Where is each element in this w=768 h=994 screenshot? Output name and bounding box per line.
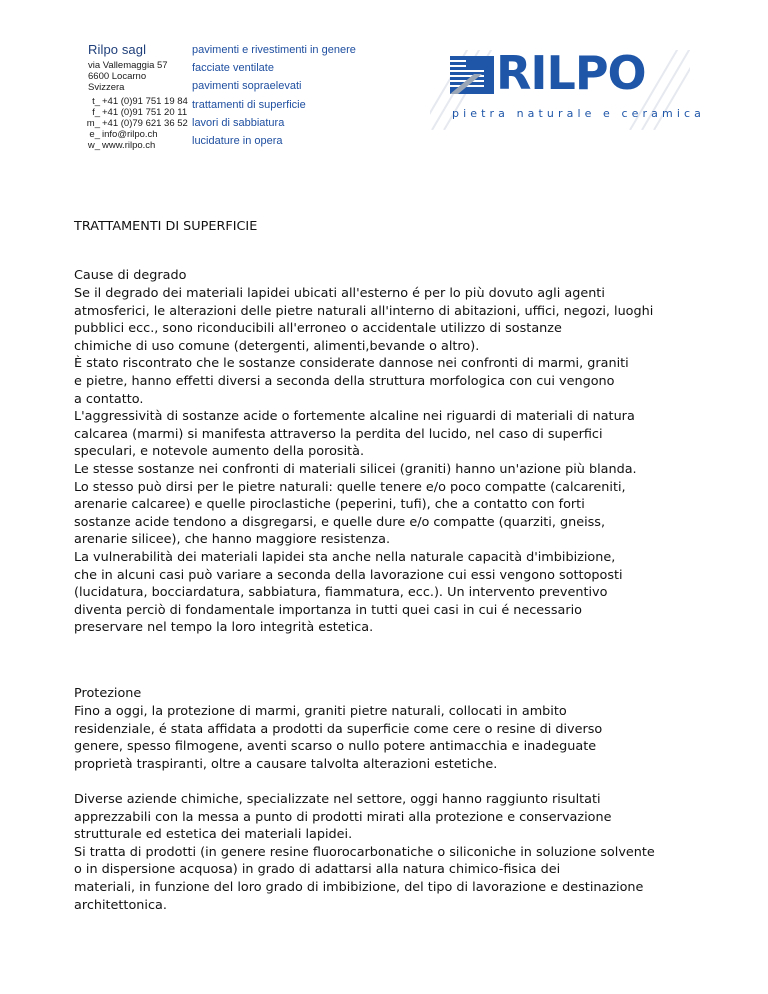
contact-label: t_ [92,96,100,107]
text-line: L'aggressività di sostanze acide o fortemente alcaline nei riguardi di materiali di natura [74,409,635,425]
text-line: apprezzabili con la messa a punto di prodotti mirati alla protezione e conservazione [74,809,612,825]
services-list [192,44,356,153]
contact-label: e_ [89,129,100,140]
text-line: strutturale ed estetica dei materiali lapidei. [74,827,353,843]
text-line: preservare nel tempo la loro integrità estetica. [74,620,374,636]
text-line: o in dispersione acquosa) in grado di adattarsi alla natura chimico-fisica dei [74,862,561,878]
service-item: pavimenti e rivestimenti in genere [192,44,356,56]
contact-row [86,140,188,151]
contact-row [86,118,188,129]
address-line: Svizzera [88,82,125,93]
text-line: che in alcuni casi può variare a seconda della lavorazione cui essi vengono sottoposti [74,567,623,583]
section-heading: Protezione [74,686,142,701]
contact-row [86,129,188,140]
contact-list [86,96,188,151]
text-line: e pietre, hanno effetti diversi a seconda della struttura morfologica con cui vengono [74,373,615,389]
text-line: (lucidatura, bocciardatura, sabbiatura, fiammatura, ecc.). Un intervento preventivo [74,585,608,601]
company-block [88,42,168,93]
section-paragraph [74,285,694,637]
text-line: genere, spesso filmogene, aventi scarso o nullo potere antimacchia e inadeguate [74,739,597,755]
website-address: www.rilpo.ch [102,140,156,151]
document-title: TRATTAMENTI DI SUPERFICIE [74,219,258,234]
text-line: Lo stesso può dirsi per le pietre naturali: quelle tenere e/o poco compatte (calcareniti, [74,479,626,495]
text-line: arenarie calcaree) e quelle piroclastiche (peperini, tufi), che a contatto con forti [74,497,585,513]
contact-label: f_ [92,107,100,118]
company-logo [430,46,705,130]
service-item: trattamenti di superficie [192,98,306,111]
text-line: chimiche di uso comune (detergenti, alimenti,bevande o altro). [74,338,480,354]
text-line: diventa perciò di fondamentale importanza in tutti quei casi in cui é necessario [74,602,582,618]
section-heading: Cause di degrado [74,268,187,283]
text-line: speculari, e notevole aumento della porosità. [74,444,365,460]
service-item: lavori di sabbiatura [192,116,285,129]
text-line: materiali, in funzione del loro grado di imbibizione, del tipo di lavorazione e destinazione [74,879,644,895]
text-line: La vulnerabilità dei materiali lapidei sta anche nella naturale capacità d'imbibizione, [74,549,616,565]
text-line: Fino a oggi, la protezione di marmi, graniti pietre naturali, collocati in ambito [74,704,567,719]
address-line: via Vallemaggia 57 [88,60,168,71]
section-paragraph [74,703,694,773]
text-line: pubblici ecc., sono riconducibili all'erroneo o accidentale utilizzo di sostanze [74,321,562,337]
text-line: a contatto. [74,391,144,407]
text-line: architettonica. [74,897,167,913]
mobile-number: +41 (0)79 621 36 52 [102,118,188,129]
service-item: pavimenti sopraelevati [192,80,302,93]
text-line: sostanze acide tendono a disgregarsi, e quelle dure e/o compatte (quarziti, gneiss, [74,514,606,530]
contact-row [86,107,188,118]
contact-row [86,96,188,107]
text-line: Si tratta di prodotti (in genere resine fluorocarbonatiche o siliconiche in soluzione solvente [74,844,655,860]
email-address: info@rilpo.ch [102,129,158,140]
address-line: 6600 Locarno [88,71,147,82]
fax-number: +41 (0)91 751 20 11 [102,107,188,118]
company-name: Rilpo sagl [88,42,147,57]
logo-wordmark: RILPO [496,46,646,100]
contact-label: w_ [87,140,100,151]
logo-tagline: pietra naturale e ceramica [452,107,705,120]
text-line: Se il degrado dei materiali lapidei ubicati all'esterno é per lo più dovuto agli agenti [74,286,605,301]
text-line: atmosferici, le alterazioni delle pietre naturali all'interno di abitazioni, uffici, negozi, luoghi [74,303,654,319]
text-line: arenarie silicee), che hanno maggiore resistenza. [74,532,391,548]
text-line: calcarea (marmi) si manifesta attraverso la perdita del lucido, nel caso di superfici [74,426,603,442]
contact-label: m_ [86,118,100,129]
text-line: Le stesse sostanze nei confronti di materiali silicei (graniti) hanno un'azione più blanda. [74,461,637,477]
section-paragraph [74,791,694,914]
service-item: facciate ventilate [192,62,274,75]
service-item: lucidature in opera [192,134,283,147]
text-line: Diverse aziende chimiche, specializzate nel settore, oggi hanno raggiunto risultati [74,792,601,807]
text-line: residenziale, é stata affidata a prodotti da superficie come cere o resine di diverso [74,721,603,737]
text-line: proprietà traspiranti, oltre a causare talvolta alterazioni estetiche. [74,756,498,772]
phone-number: +41 (0)91 751 19 84 [102,96,188,107]
text-line: È stato riscontrato che le sostanze considerate dannose nei confronti di marmi, graniti [74,356,629,372]
